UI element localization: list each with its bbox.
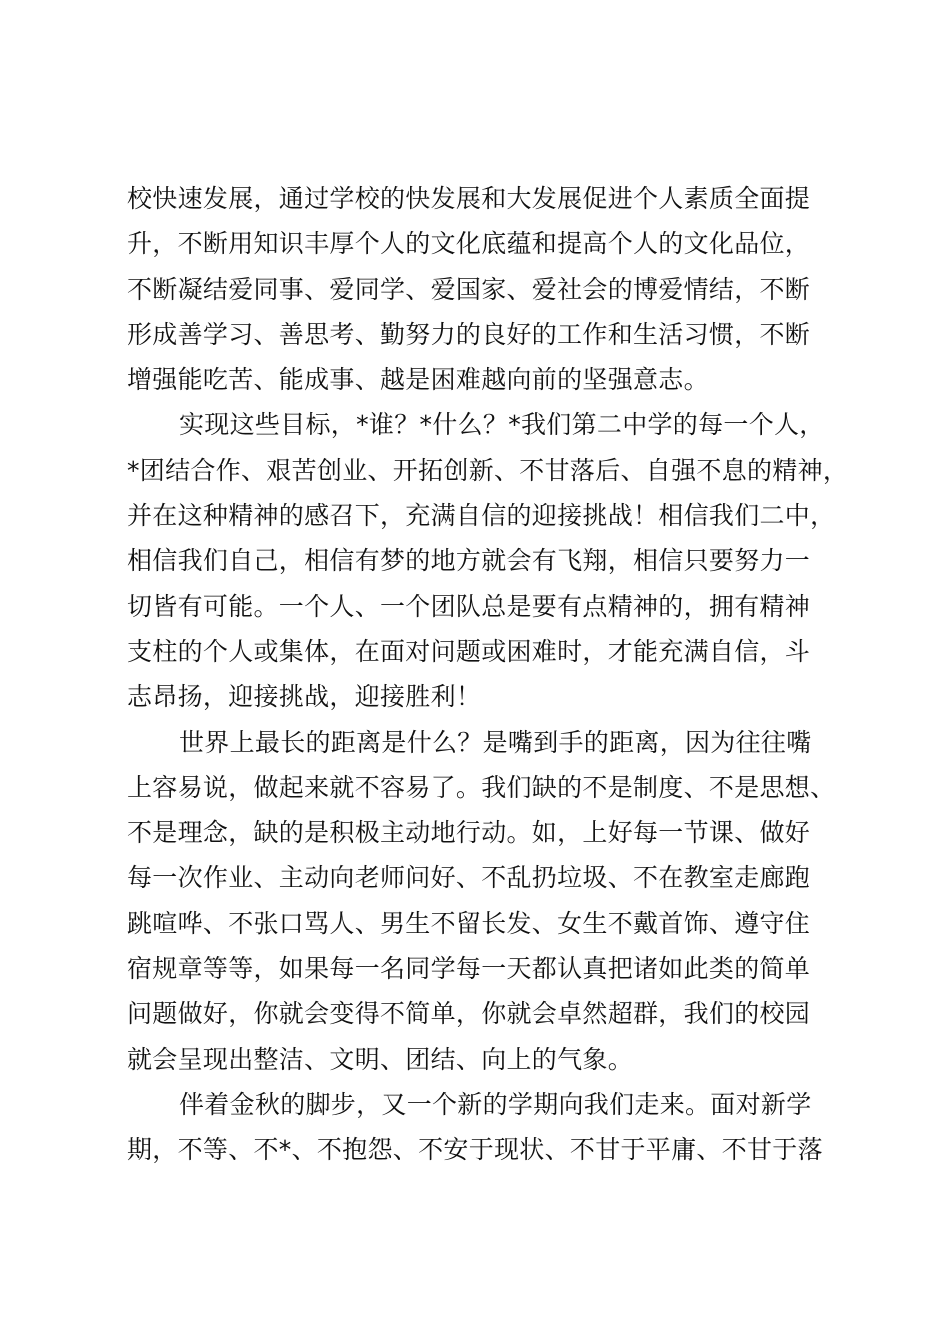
text-line: 上容易说，做起来就不容易了。我们缺的不是制度、不是思想、 <box>127 772 836 802</box>
text-line: 不断凝结爱同事、爱同学、爱国家、爱社会的博爱情结，不断 <box>127 274 811 304</box>
body-text <box>127 176 847 1173</box>
text-line: 问题做好，你就会变得不简单，你就会卓然超群，我们的校园 <box>127 999 811 1029</box>
text-line: 校快速发展，通过学校的快发展和大发展促进个人素质全面提 <box>127 184 811 213</box>
paragraph-start-line: 实现这些目标，*谁？*什么？*我们第二中学的每一个人， <box>179 410 825 440</box>
text-line: 升，不断用知识丰厚个人的文化底蕴和提高个人的文化品位， <box>127 229 811 259</box>
text-line: 期，不等、不*、不抱怨、不安于现状、不甘于平庸、不甘于落 <box>127 1135 823 1165</box>
text-line: 就会呈现出整洁、文明、团结、向上的气象。 <box>127 1044 634 1074</box>
text-line: 不是理念，缺的是积极主动地行动。如，上好每一节课、做好 <box>127 818 811 848</box>
text-line: 切皆有可能。一个人、一个团队总是要有点精神的，拥有精神 <box>127 591 811 621</box>
text-line: 并在这种精神的感召下，充满自信的迎接挑战！相信我们二中， <box>127 501 836 531</box>
paragraph-start-line: 世界上最长的距离是什么？是嘴到手的距离，因为往往嘴 <box>179 727 812 757</box>
text-line: 相信我们自己，相信有梦的地方就会有飞翔，相信只要努力一 <box>127 546 811 576</box>
text-line: 支柱的个人或集体，在面对问题或困难时，才能充满自信，斗 <box>127 636 811 666</box>
text-line: *团结合作、艰苦创业、开拓创新、不甘落后、自强不息的精神， <box>127 455 849 485</box>
text-line: 每一次作业、主动向老师问好、不乱扔垃圾、不在教室走廊跑 <box>127 863 811 893</box>
text-line: 志昂扬，迎接挑战，迎接胜利！ <box>127 682 482 712</box>
text-line: 跳喧哗、不张口骂人、男生不留长发、女生不戴首饰、遵守住 <box>127 908 811 938</box>
text-line: 形成善学习、善思考、勤努力的良好的工作和生活习惯，不断 <box>127 319 811 349</box>
text-line: 宿规章等等，如果每一名同学每一天都认真把诸如此类的简单 <box>127 954 811 984</box>
paragraph-start-line: 伴着金秋的脚步，又一个新的学期向我们走来。面对新学 <box>179 1089 812 1119</box>
text-line: 增强能吃苦、能成事、越是困难越向前的坚强意志。 <box>127 365 709 395</box>
